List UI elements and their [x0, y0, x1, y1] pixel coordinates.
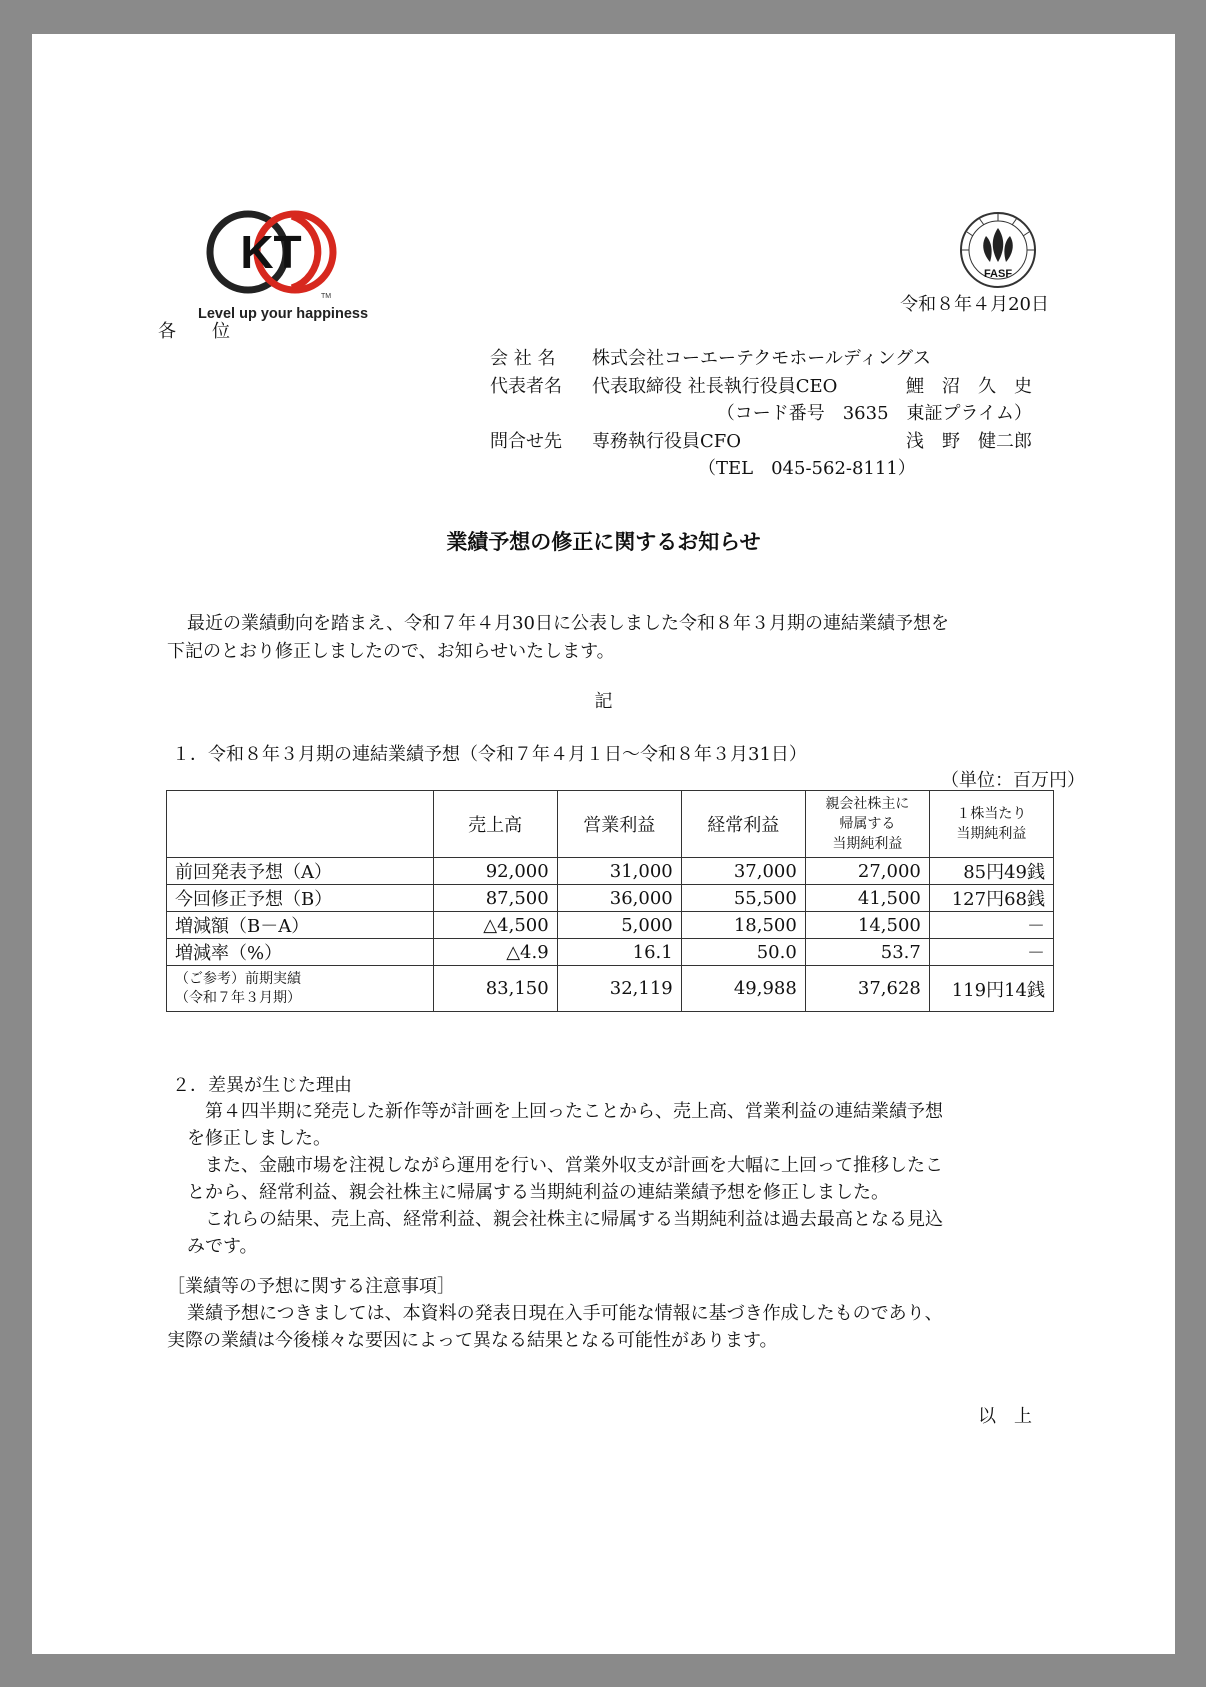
table-header-blank	[167, 791, 434, 858]
contact-title: 専務執行役員CFO	[592, 431, 742, 452]
contact-tel: （TEL 045-562-8111）	[698, 458, 916, 479]
section2-line: これらの結果、売上高、経常利益、親会社株主に帰属する当期純利益は過去最高となる見込	[205, 1209, 943, 1230]
closing-mark: 以 上	[978, 1406, 1032, 1427]
table-cell: 18,500	[681, 912, 805, 939]
section2-line: を修正しました。	[187, 1128, 331, 1149]
notice-line: 業績予想につきましては、本資料の発表日現在入手可能な情報に基づき作成したものであり、	[187, 1303, 943, 1324]
table-header: １株当たり 当期純利益	[929, 791, 1053, 858]
table-row	[167, 912, 1054, 939]
table-cell: －	[929, 912, 1053, 939]
table-cell: 5,000	[557, 912, 681, 939]
intro-line-1: 最近の業績動向を踏まえ、令和７年４月30日に公表しました令和８年３月期の連結業績予想を	[187, 613, 949, 634]
table-cell: 85円49銭	[929, 858, 1053, 885]
table-cell: 50.0	[681, 939, 805, 966]
section2-line: また、金融市場を注視しながら運用を行い、営業外収支が計画を大幅に上回って推移したこ	[205, 1155, 943, 1176]
representative-title: 代表取締役 社長執行役員CEO	[592, 376, 838, 397]
table-cell: 31,000	[557, 858, 681, 885]
table-cell: 16.1	[557, 939, 681, 966]
company-name: 株式会社コーエーテクモホールディングス	[592, 348, 931, 369]
table-cell: －	[929, 939, 1053, 966]
representative-name: 鯉 沼 久 史	[906, 376, 1032, 397]
row-label: 前回発表予想（A）	[167, 858, 434, 885]
table-header: 経常利益	[681, 791, 805, 858]
notice-line: 実際の業績は今後様々な要因によって異なる結果となる可能性があります。	[167, 1330, 778, 1351]
contact-name: 浅 野 健二郎	[906, 431, 1032, 452]
table-header: 売上高	[433, 791, 557, 858]
table-cell: 87,500	[433, 885, 557, 912]
table-row	[167, 885, 1054, 912]
section2-line: 第４四半期に発売した新作等が計画を上回ったことから、売上高、営業利益の連結業績予想	[205, 1101, 943, 1122]
table-cell: 32,119	[557, 966, 681, 1012]
table-cell: 53.7	[805, 939, 929, 966]
table-cell: 55,500	[681, 885, 805, 912]
document-date: 令和８年４月20日	[900, 294, 1049, 315]
intro-line-2: 下記のとおり修正しましたので、お知らせいたします。	[167, 641, 615, 662]
table-cell: 49,988	[681, 966, 805, 1012]
section1-heading: １．令和８年３月期の連結業績予想（令和７年４月１日～令和８年３月31日）	[172, 744, 807, 765]
contact-label: 問合せ先	[490, 431, 562, 452]
table-cell: 92,000	[433, 858, 557, 885]
ki-mark: 記	[594, 691, 613, 712]
table-row	[167, 966, 1054, 1012]
table-cell: △4,500	[433, 912, 557, 939]
table-header: 営業利益	[557, 791, 681, 858]
unit-label: （単位：百万円）	[941, 770, 1085, 791]
svg-text:TM: TM	[321, 293, 332, 300]
document-page	[32, 34, 1175, 1654]
row-label: 増減率（%）	[167, 939, 434, 966]
stock-code: （コード番号 3635 東証プライム）	[716, 403, 1032, 424]
table-header: 親会社株主に 帰属する 当期純利益	[805, 791, 929, 858]
table-cell: 37,628	[805, 966, 929, 1012]
table-header-row	[167, 791, 1054, 858]
row-label: 増減額（B－A）	[167, 912, 434, 939]
seal-text: FASF	[983, 268, 1013, 280]
table-cell: 127円68銭	[929, 885, 1053, 912]
representative-label: 代表者名	[490, 376, 562, 397]
row-label: 今回修正予想（B）	[167, 885, 434, 912]
table-row	[167, 858, 1054, 885]
table-cell: 14,500	[805, 912, 929, 939]
table-cell: 41,500	[805, 885, 929, 912]
table-cell: 36,000	[557, 885, 681, 912]
section2-heading: ２．差異が生じた理由	[172, 1075, 352, 1096]
forecast-table	[166, 790, 1054, 1012]
koei-tecmo-logo	[197, 204, 377, 324]
company-name-label: 会 社 名	[490, 348, 556, 369]
table-cell: 119円14銭	[929, 966, 1053, 1012]
logo-letters: KT	[240, 226, 302, 278]
document-title: 業績予想の修正に関するお知らせ	[446, 529, 761, 554]
section2-line: とから、経常利益、親会社株主に帰属する当期純利益の連結業績予想を修正しました。	[187, 1182, 889, 1203]
row-label: （ご参考）前期実績 （令和７年３月期）	[167, 966, 434, 1012]
fasf-seal-logo	[957, 192, 1039, 302]
table-cell: 27,000	[805, 858, 929, 885]
table-cell: 83,150	[433, 966, 557, 1012]
logo-tagline: Level up your happiness	[198, 306, 369, 322]
addressee: 各 位	[158, 321, 230, 342]
section2-line: みです。	[187, 1236, 258, 1257]
table-row	[167, 939, 1054, 966]
table-cell: △4.9	[433, 939, 557, 966]
table-cell: 37,000	[681, 858, 805, 885]
notice-heading: ［業績等の予想に関する注意事項］	[167, 1276, 455, 1297]
